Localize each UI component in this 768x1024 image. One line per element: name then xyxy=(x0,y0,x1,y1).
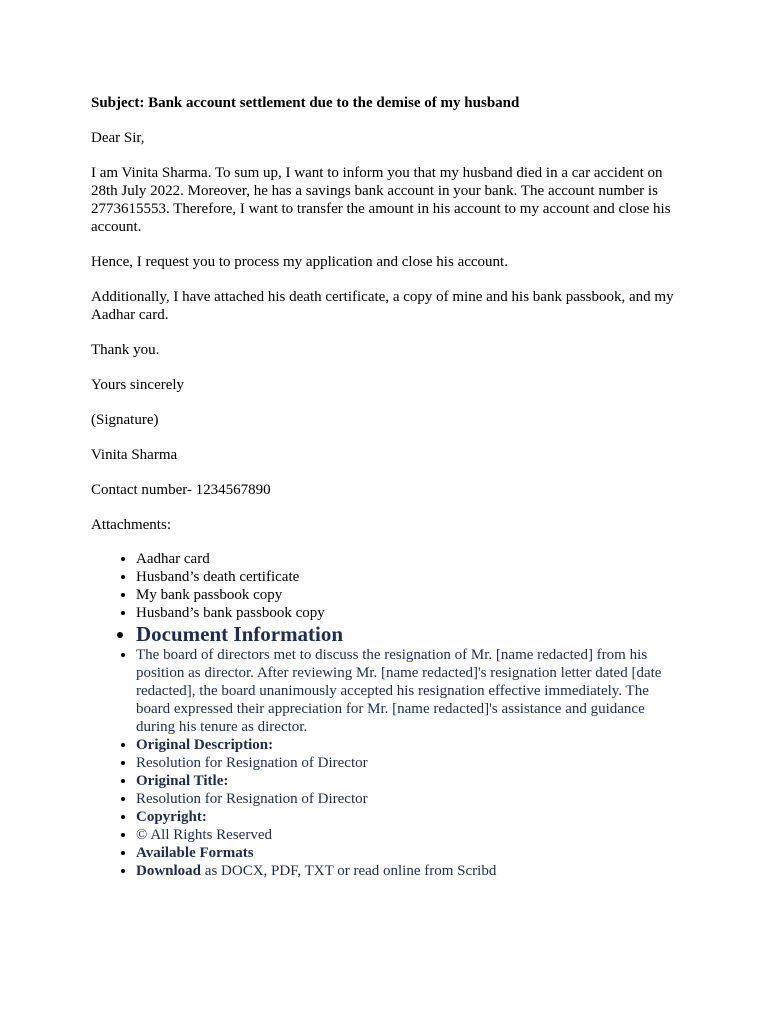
letter-page xyxy=(91,94,686,880)
attachment-item: • Husband’s bank passbook copy xyxy=(136,604,686,622)
download-item xyxy=(136,862,686,880)
download-link[interactable]: Download xyxy=(136,863,202,879)
download-description: as DOCX, PDF, TXT or read online from Scribd xyxy=(201,863,497,879)
letter-body-paragraph-3: Additionally, I have attached his death certificate, a copy of mine and his bank passbook, and my Aadhar card. xyxy=(91,289,674,323)
letter-salutation: Dear Sir, xyxy=(91,130,145,146)
original-description-value: • Resolution for Resignation of Director xyxy=(136,754,686,772)
attachment-item: • My bank passbook copy xyxy=(136,586,686,604)
letter-body-paragraph-1: I am Vinita Sharma. To sum up, I want to inform you that my husband died in a car accident on 28th July 2022. Moreover, he has a savings bank account in your bank. The account number is 2773615553. Therefore, I want to transfer the amount in his account to my account and close his account. xyxy=(91,165,671,235)
copyright-value: • © All Rights Reserved xyxy=(136,826,686,844)
attachment-item: • Husband’s death certificate xyxy=(136,568,686,586)
letter-sender-name: Vinita Sharma xyxy=(91,447,178,463)
document-description: • The board of directors met to discuss the resignation of Mr. [name redacted] from his position as director. After reviewing Mr. [name redacted]'s resignation letter dated [date redacted], the board unanimously accepted his resignation effective immediately. The board expressed their appreciation for Mr. [name redacted]'s assistance and guidance during his tenure as director. xyxy=(136,646,686,736)
document-information-heading: • Document Information xyxy=(136,622,686,646)
copyright-label: • Copyright: xyxy=(136,808,686,826)
letter-body-paragraph-2: Hence, I request you to process my application and close his account. xyxy=(91,254,508,270)
original-title-label: • Original Title: xyxy=(136,772,686,790)
available-formats-label: • Available Formats xyxy=(136,844,686,862)
letter-subject: Subject: Bank account settlement due to the demise of my husband xyxy=(91,95,520,111)
attachments-label: Attachments: xyxy=(91,517,171,533)
attachments-list xyxy=(91,550,686,622)
letter-signature: (Signature) xyxy=(91,412,159,428)
document-information-list xyxy=(91,622,686,880)
letter-closing: Yours sincerely xyxy=(91,377,185,393)
attachment-item: • Aadhar card xyxy=(136,550,686,568)
letter-thanks: Thank you. xyxy=(91,342,160,358)
original-description-label: • Original Description: xyxy=(136,736,686,754)
original-title-value: • Resolution for Resignation of Director xyxy=(136,790,686,808)
letter-contact-number: Contact number- 1234567890 xyxy=(91,482,271,498)
